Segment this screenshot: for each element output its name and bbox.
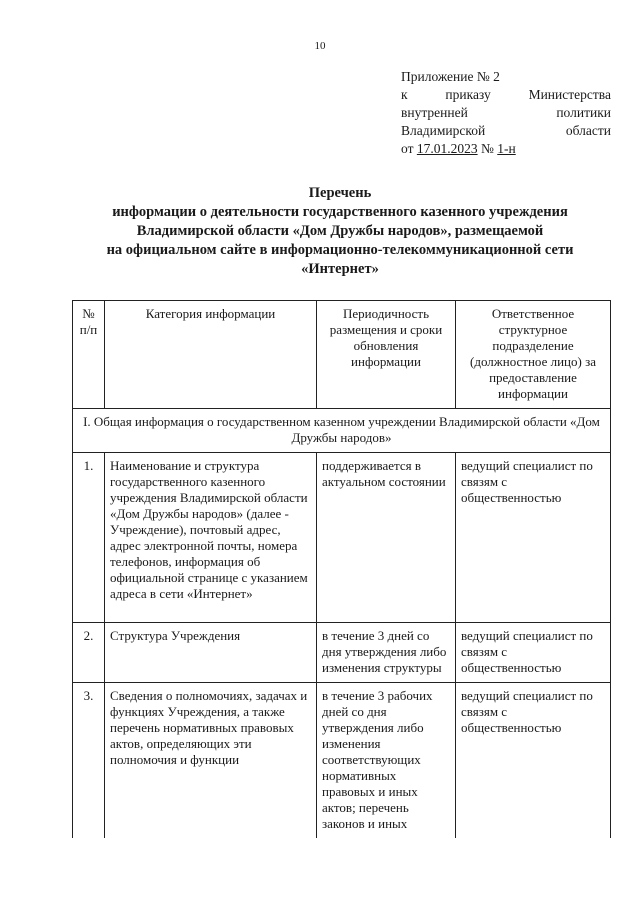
title-line: «Интернет» [301,261,379,277]
order-number: 1-н [497,141,516,156]
title-line: информации о деятельности государственного казенного учреждения [112,204,568,220]
row-responsible: ведущий специалист по связям с общественностью [456,453,611,623]
row-category: Структура Учреждения [105,623,317,683]
row-num: 2. [73,623,105,683]
section-title: I. Общая информация о государственном казенном учреждении Владимирской области «Дом Дружбы народов» [73,409,611,453]
header-num: № п/п [73,301,105,409]
document-title [60,184,620,279]
appendix-word: приказу [445,87,491,102]
appendix-line-3 [401,104,611,122]
table-row [73,683,611,839]
title-line: Владимирской области «Дом Дружбы народов», размещаемой [136,223,544,239]
title-line: Перечень [308,185,372,201]
table-row [73,453,611,623]
header-responsible: Ответственное структурное подразделение (должностное лицо) за предоставление информации [456,301,611,409]
appendix-word: Министерства [528,87,611,102]
row-num: 1. [73,453,105,623]
appendix-word: к [401,87,408,102]
section-row [73,409,611,453]
appendix-line-4 [401,122,611,140]
row-category: Наименование и структура государственного казенного учреждения Владимирской области «Дом Дружбы народов» (далее - Учреждение), почтовый адрес, адрес электронной почты, номера телефонов, информация об официальной странице с указанием адреса в сети «Интернет» [105,453,317,623]
appendix-word: № [477,141,498,156]
appendix-word: области [565,123,611,138]
appendix-word: политики [556,105,611,120]
row-category: Сведения о полномочиях, задачах и функциях Учреждения, а также перечень нормативных правовых актов, определяющих эти полномочия и функции [105,683,317,839]
table-row [73,623,611,683]
appendix-block [401,68,611,158]
title-line: на официальном сайте в информационно-телекоммуникационной сети [106,242,574,258]
header-periodicity: Периодичность размещения и сроки обновления информации [317,301,456,409]
order-date: 17.01.2023 [416,141,478,156]
appendix-word: внутренней [401,105,468,120]
header-category: Категория информации [105,301,317,409]
appendix-line-2 [401,86,611,104]
row-periodicity: в течение 3 дней со дня утверждения либо изменения структуры [317,623,456,683]
row-responsible: ведущий специалист по связям с общественностью [456,623,611,683]
appendix-title: Приложение № 2 [401,69,500,84]
row-responsible: ведущий специалист по связям с общественностью [456,683,611,839]
row-periodicity: поддерживается в актуальном состоянии [317,453,456,623]
table-header-row [73,301,611,409]
appendix-order-ref [401,140,611,158]
information-table [72,300,611,838]
appendix-word: Владимирской [401,123,486,138]
page-number: 10 [314,40,326,52]
row-num: 3. [73,683,105,839]
appendix-word: от [401,141,417,156]
row-periodicity: в течение 3 рабочих дней со дня утверждения либо изменения соответствующих нормативных правовых и иных актов; перечень законов и иных [317,683,456,839]
